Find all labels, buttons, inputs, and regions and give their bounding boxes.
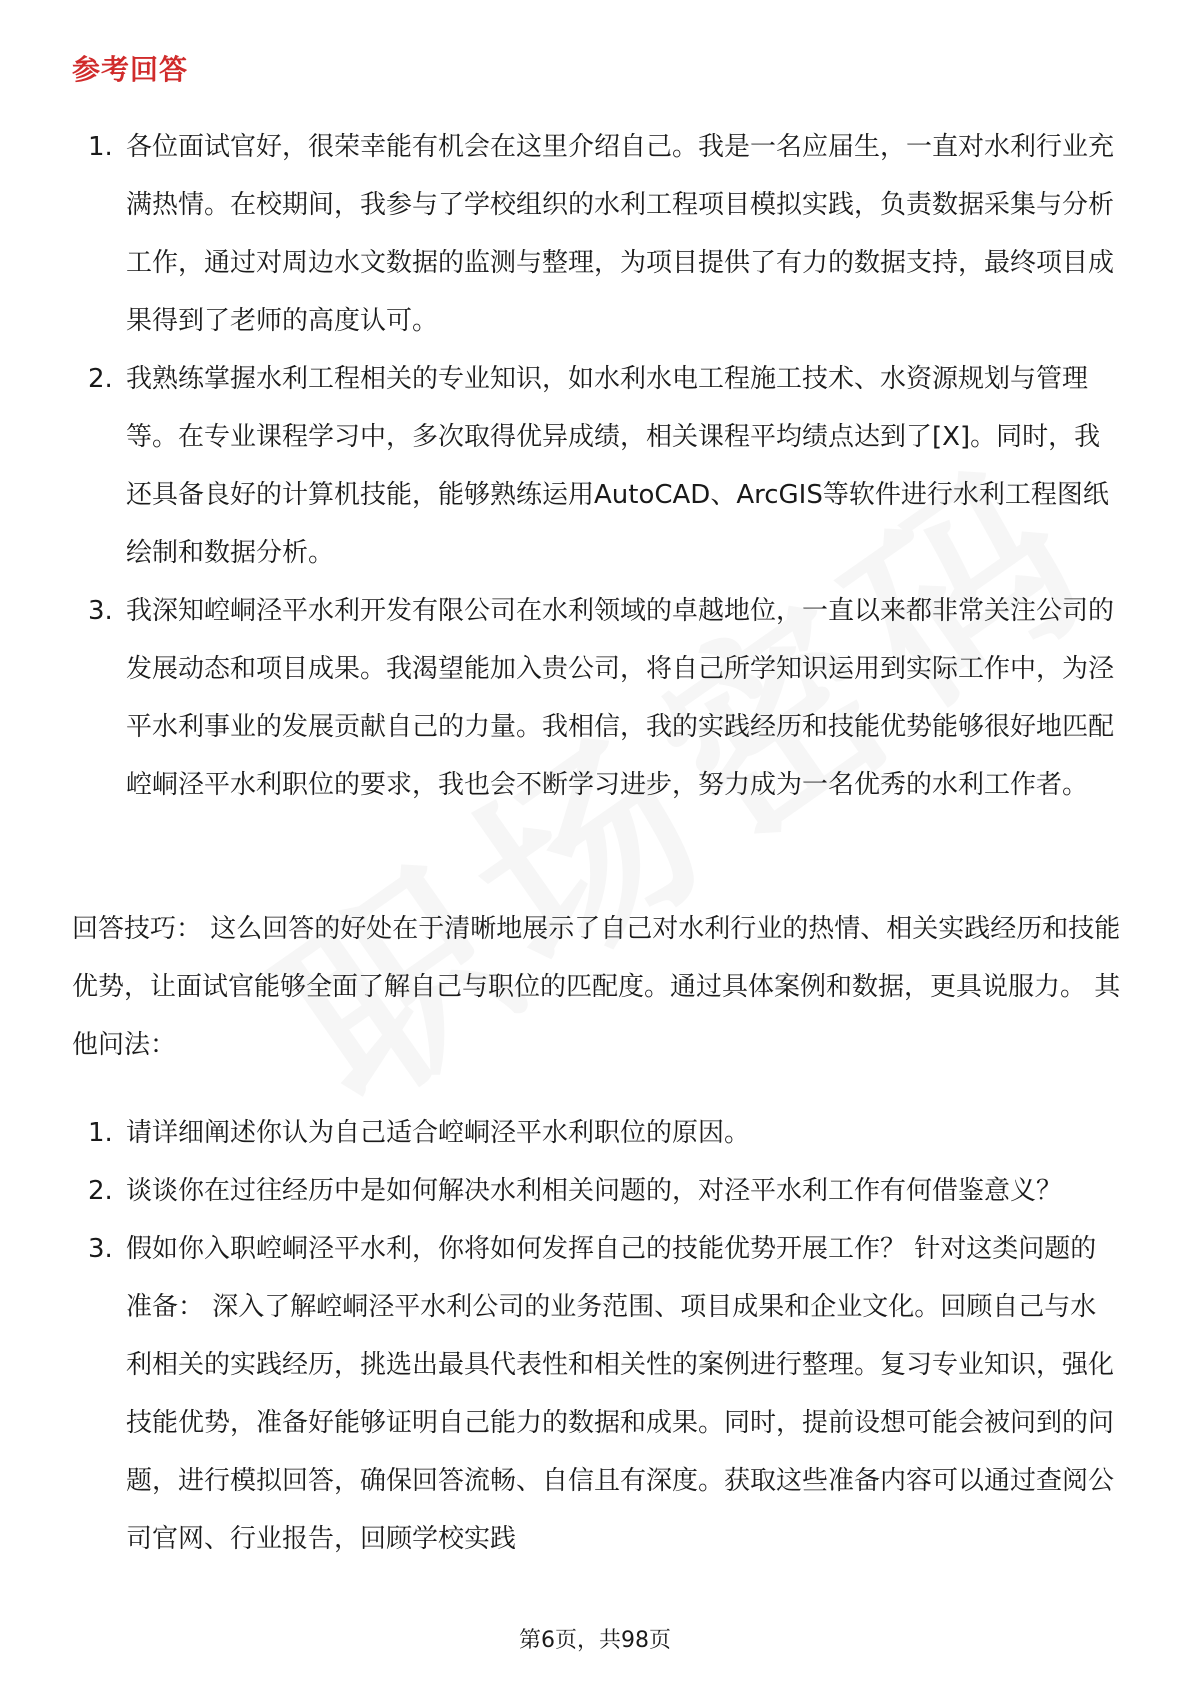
item-text: 我深知崆峒泾平水利开发有限公司在水利领域的卓越地位，一直以来都非常关注公司的发展动态和项目成果。我渴望能加入贵公司，将自己所学知识运用到实际工作中，为泾平水利事业的发展贡献自己的力量。我相信，我的实践经历和技能优势能够很好地匹配崆峒泾平水利职位的要求，我也会不断学习进步，努力成为一名优秀的水利工作者。: [126, 596, 1115, 800]
list-item: [72, 1104, 1122, 1162]
item-text: 我熟练掌握水利工程相关的专业知识，如水利水电工程施工技术、水资源规划与管理等。在专业课程学习中，多次取得优异成绩，相关课程平均绩点达到了[X]。同时，我还具备良好的计算机技能，能够熟练运用AutoCAD、ArcGIS等软件进行水利工程图纸绘制和数据分析。: [126, 364, 1109, 568]
answer-list: [72, 118, 1122, 814]
item-number: 1.: [88, 1118, 113, 1148]
item-text: 谈谈你在过往经历中是如何解决水利相关问题的，对泾平水利工作有何借鉴意义？: [126, 1176, 1063, 1206]
item-text: 各位面试官好，很荣幸能有机会在这里介绍自己。我是一名应届生，一直对水利行业充满热情。在校期间，我参与了学校组织的水利工程项目模拟实践，负责数据采集与分析工作，通过对周边水文数据的监测与整理，为项目提供了有力的数据支持，最终项目成果得到了老师的高度认可。: [126, 132, 1115, 336]
list-item: [72, 350, 1122, 582]
item-number: 1.: [88, 132, 113, 162]
question-list: [72, 1104, 1122, 1568]
list-item: [72, 582, 1122, 814]
list-item: [72, 1162, 1122, 1220]
section-heading: 参考回答: [72, 53, 189, 86]
page-number-footer: 第6页，共98页: [519, 1628, 671, 1653]
list-item: [72, 1220, 1122, 1568]
list-item: [72, 118, 1122, 350]
item-number: 2.: [88, 1176, 113, 1206]
answer-tip-paragraph: 回答技巧： 这么回答的好处在于清晰地展示了自己对水利行业的热情、相关实践经历和技能优势，让面试官能够全面了解自己与职位的匹配度。通过具体案例和数据，更具说服力。 其他问法：: [72, 914, 1121, 1060]
item-number: 3.: [88, 596, 113, 626]
item-number: 3.: [88, 1234, 113, 1264]
item-text: 请详细阐述你认为自己适合崆峒泾平水利职位的原因。: [126, 1118, 751, 1148]
item-number: 2.: [88, 364, 113, 394]
item-text: 假如你入职崆峒泾平水利，你将如何发挥自己的技能优势开展工作？ 针对这类问题的准备： 深入了解崆峒泾平水利公司的业务范围、项目成果和企业文化。回顾自己与水利相关的实践经历，挑选出最具代表性和相关性的案例进行整理。复习专业知识，强化技能优势，准备好能够证明自己能力的数据和成果。同时，提前设想可能会被问到的问题，进行模拟回答，确保回答流畅、自信且有深度。获取这些准备内容可以通过查阅公司官网、行业报告，回顾学校实践: [126, 1234, 1115, 1554]
